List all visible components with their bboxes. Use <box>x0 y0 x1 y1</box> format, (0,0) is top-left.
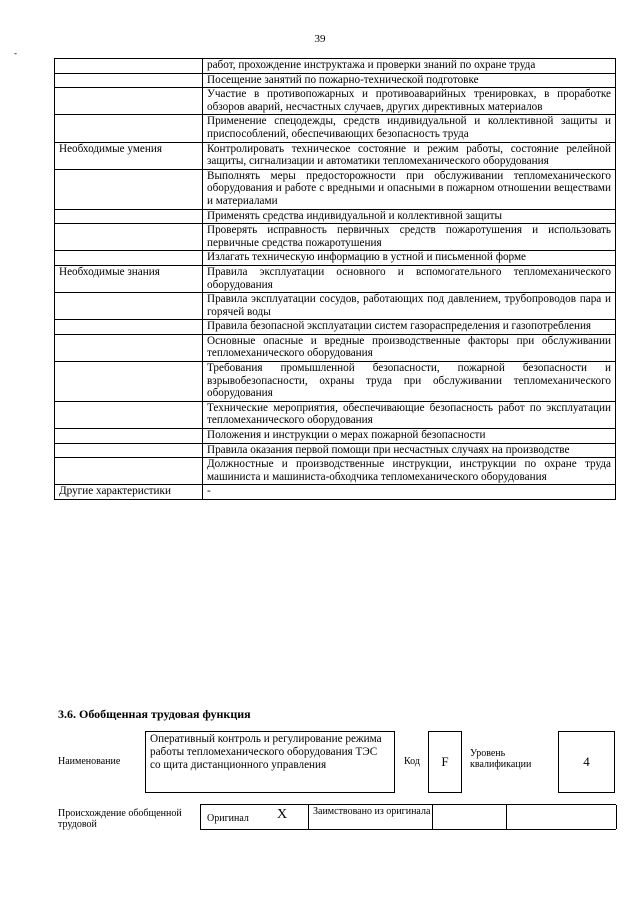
table-row <box>55 401 616 428</box>
row-category: Другие характеристики <box>55 485 203 500</box>
table-row <box>55 320 616 335</box>
row-text: Правила безопасной эксплуатации систем газораспределения и газопотребления <box>203 320 616 335</box>
table-row <box>55 169 616 209</box>
row-category <box>55 443 203 458</box>
table-row <box>55 88 616 115</box>
row-text: Технические мероприятия, обеспечивающие безопасность работ по эксплуатации тепломеханического оборудования <box>203 401 616 428</box>
row-category <box>55 429 203 444</box>
row-text: Посещение занятий по пожарно-технической подготовке <box>203 73 616 88</box>
row-category: Необходимые умения <box>55 142 203 169</box>
table-row <box>55 209 616 224</box>
table-row <box>55 362 616 402</box>
row-category: Необходимые знания <box>55 265 203 292</box>
margin-mark: - <box>14 48 17 58</box>
original-mark: X <box>277 807 288 822</box>
row-text: Правила оказания первой помощи при несчастных случаях на производстве <box>203 443 616 458</box>
empty-cell-1 <box>433 805 507 829</box>
row-category <box>55 209 203 224</box>
row-category <box>55 251 203 266</box>
original-cell <box>201 805 309 829</box>
page-number: 39 <box>314 33 326 45</box>
row-text: Требования промышленной безопасности, пожарной безопасности и взрывобезопасности, охраны труда при обслуживании тепломеханического оборудования <box>203 362 616 402</box>
row-category <box>55 169 203 209</box>
row-text: Излагать техническую информацию в устной и письменной форме <box>203 251 616 266</box>
row-text: Применять средства индивидуальной и коллективной защиты <box>203 209 616 224</box>
table-row <box>55 293 616 320</box>
qualification-level-value: 4 <box>558 731 615 793</box>
row-text: Правила эксплуатации сосудов, работающих под давлением, трубопроводов пара и горячей воды <box>203 293 616 320</box>
table-row <box>55 251 616 266</box>
table-row <box>55 142 616 169</box>
row-text: Участие в противопожарных и противоаварийных тренировках, в проработке обзоров аварий, несчастных случаев, других директивных материалов <box>203 88 616 115</box>
row-category <box>55 59 203 74</box>
table-row <box>55 265 616 292</box>
table-row <box>55 429 616 444</box>
row-category <box>55 458 203 485</box>
section-title: 3.6. Обобщенная трудовая функция <box>58 707 251 721</box>
table-row <box>55 59 616 74</box>
row-category <box>55 401 203 428</box>
row-text: Положения и инструкции о мерах пожарной безопасности <box>203 429 616 444</box>
table-row <box>55 334 616 361</box>
code-value: F <box>428 731 462 793</box>
original-label: Оригинал <box>207 813 249 824</box>
qualification-level-label: Уровень квалификации <box>470 748 532 770</box>
empty-cell-2 <box>507 805 617 829</box>
row-text: Проверять исправность первичных средств пожаротушения и использовать первичные средства пожаротушения <box>203 224 616 251</box>
row-text: работ, прохождение инструктажа и проверки знаний по охране труда <box>203 59 616 74</box>
row-category <box>55 88 203 115</box>
row-text: Должностные и производственные инструкции, инструкции по охране труда машиниста и машиниста-обходчика тепломеханического оборудования <box>203 458 616 485</box>
row-category <box>55 320 203 335</box>
origin-row <box>200 804 616 830</box>
row-category <box>55 73 203 88</box>
table-row <box>55 458 616 485</box>
code-label: Код <box>404 756 420 767</box>
table-row <box>55 443 616 458</box>
row-text: Контролировать техническое состояние и режим работы, состояние релейной защиты, сигнализации и автоматики тепломеханического оборудования <box>203 142 616 169</box>
table-row <box>55 224 616 251</box>
row-category <box>55 115 203 142</box>
name-label: Наименование <box>58 756 121 767</box>
borrowed-cell <box>309 805 433 829</box>
row-category <box>55 224 203 251</box>
row-text: Применение спецодежды, средств индивидуальной и коллективной защиты и приспособлений, обеспечивающих безопасность труда <box>203 115 616 142</box>
origin-label: Происхождение обобщенной трудовой <box>58 808 182 830</box>
borrowed-label: Заимствовано из оригинала <box>313 806 431 817</box>
row-text: - <box>203 485 616 500</box>
row-text: Правила эксплуатации основного и вспомогательного тепломеханического оборудования <box>203 265 616 292</box>
row-category <box>55 293 203 320</box>
row-text: Основные опасные и вредные производственные факторы при обслуживании тепломеханического оборудования <box>203 334 616 361</box>
table-row <box>55 73 616 88</box>
labor-function-table <box>54 58 616 500</box>
row-category <box>55 362 203 402</box>
row-text: Выполнять меры предосторожности при обслуживании тепломеханического оборудования и работе с вредными и опасными в пожарном отношении веществами и материалами <box>203 169 616 209</box>
function-name-value: Оперативный контроль и регулирование режима работы тепломеханического оборудования ТЭС со щита дистанционного управления <box>145 731 395 793</box>
row-category <box>55 334 203 361</box>
table-row <box>55 115 616 142</box>
table-row <box>55 485 616 500</box>
